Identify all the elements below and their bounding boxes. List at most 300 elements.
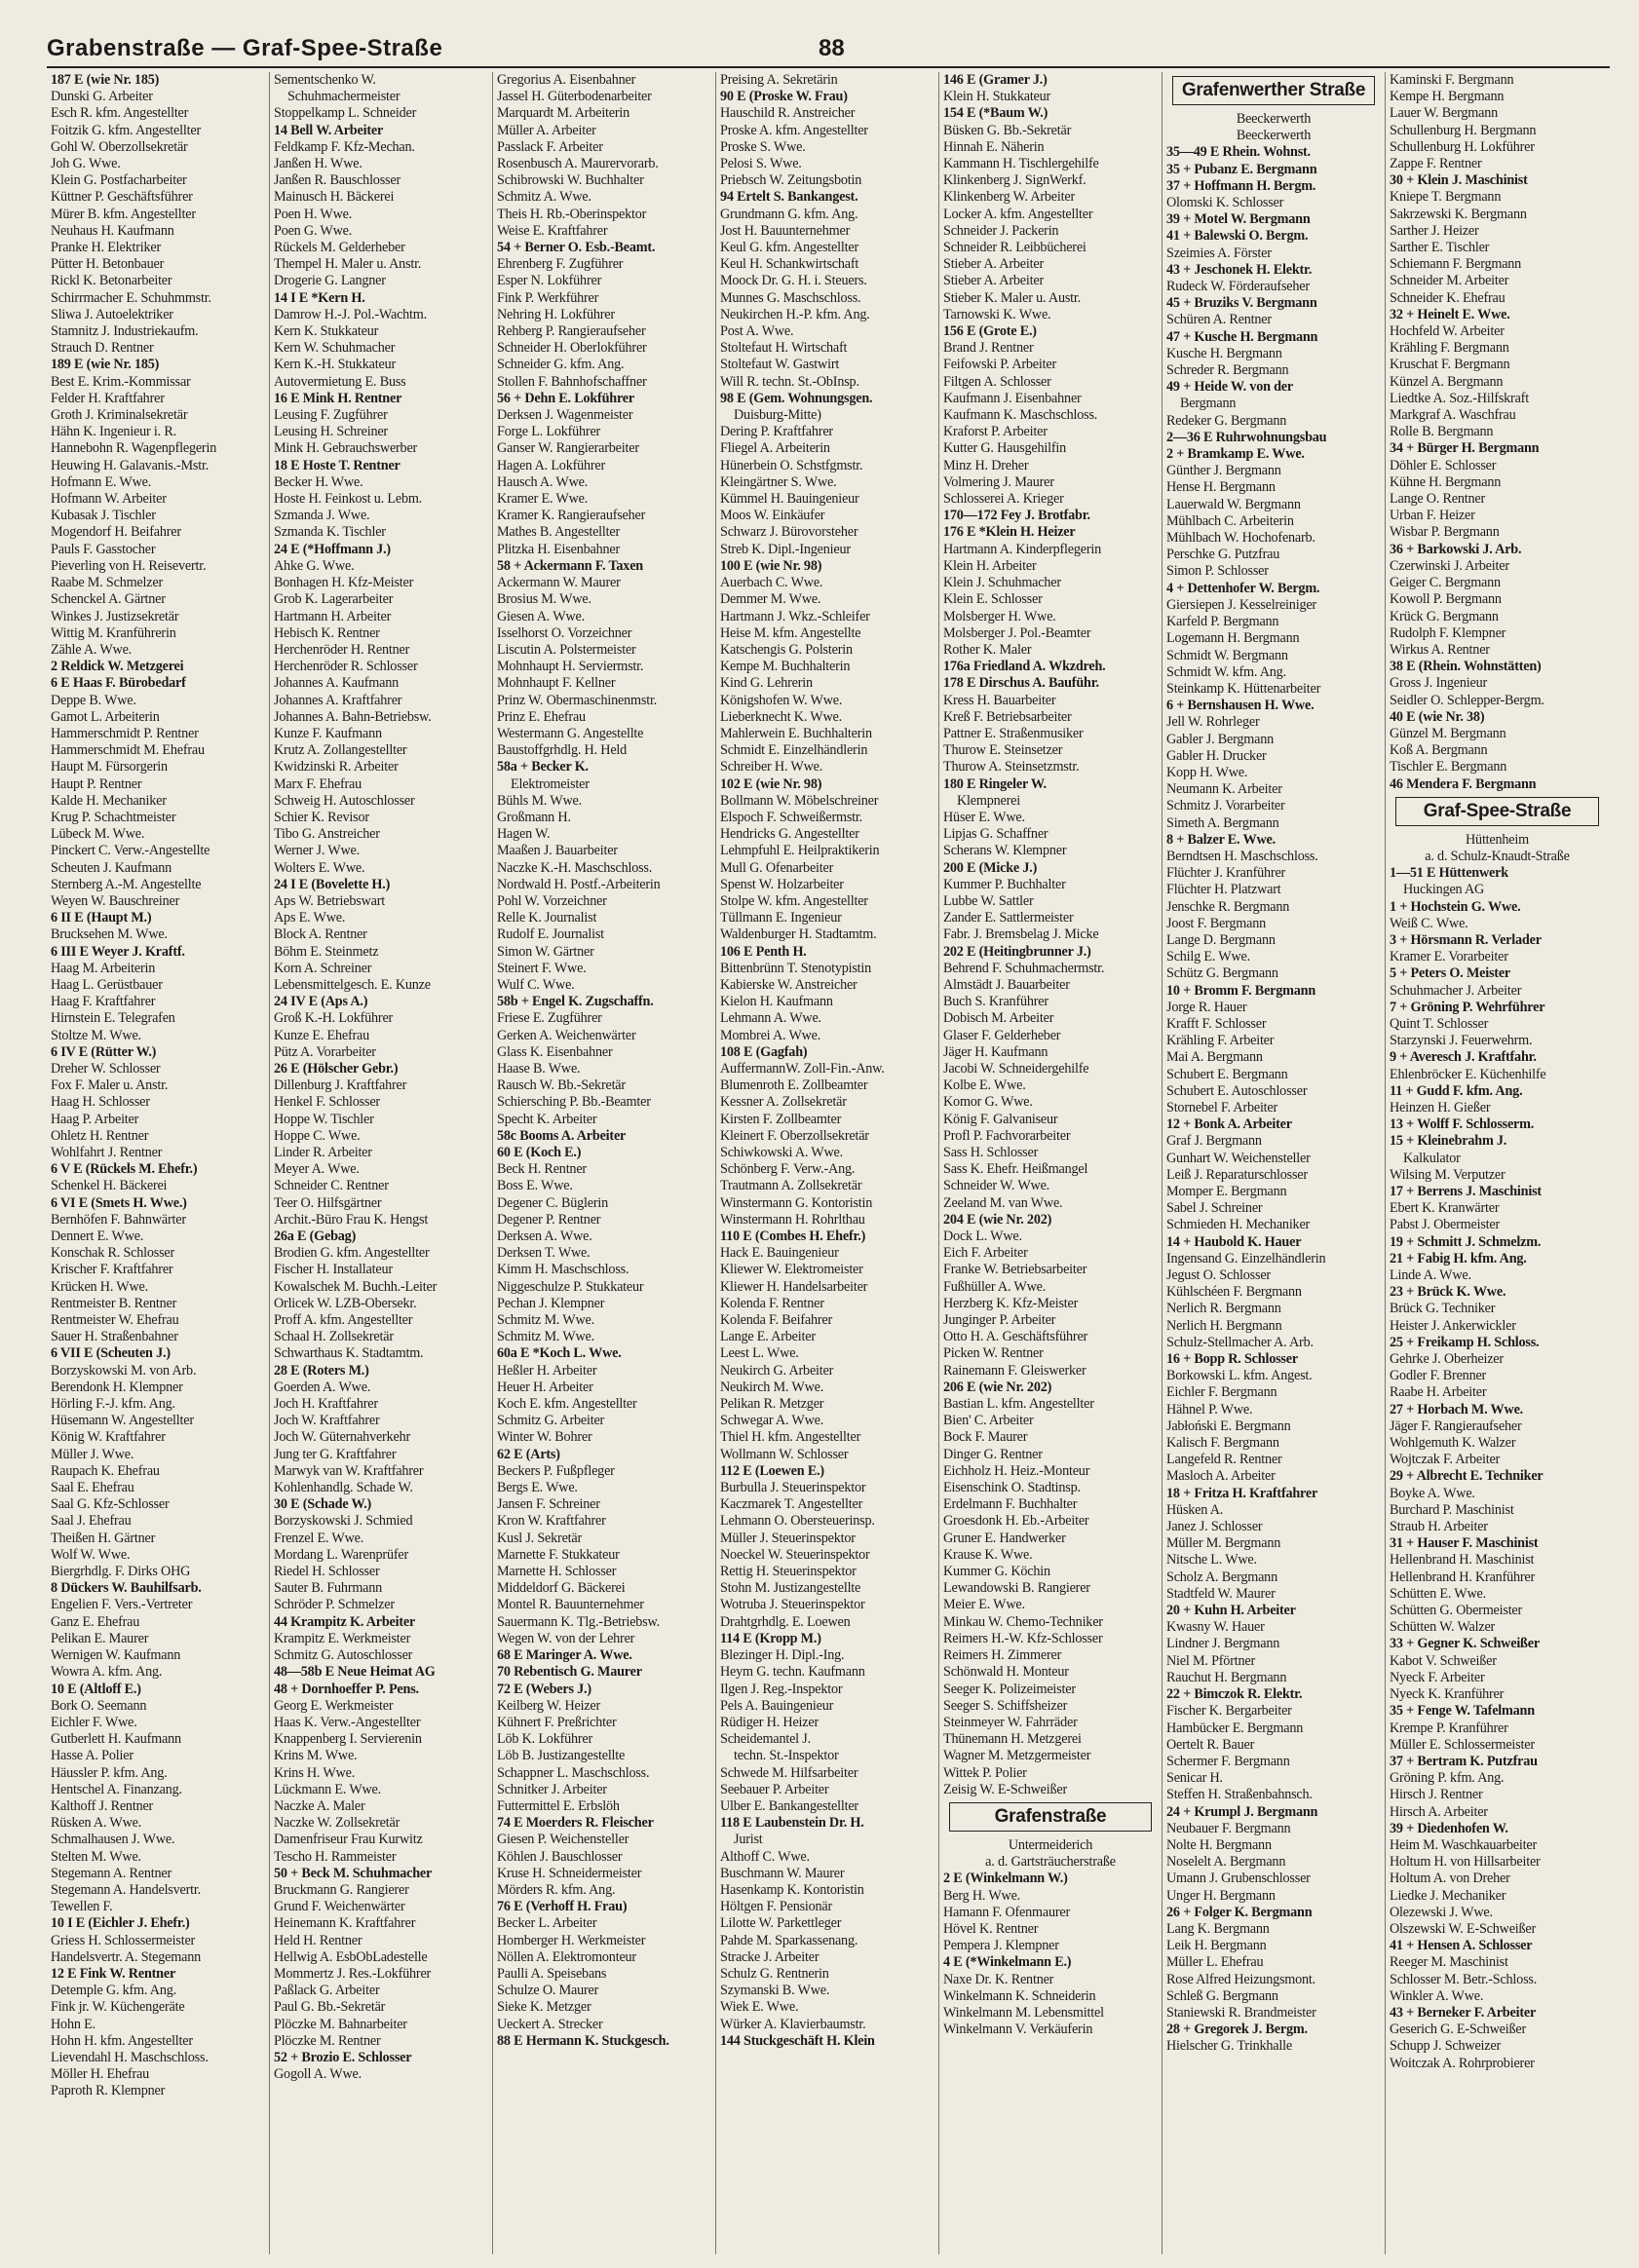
house-entry: 47 + Kusche H. Bergmann: [1166, 328, 1318, 345]
resident-entry: Rose Alfred Heizungsmont.: [1166, 1971, 1316, 1987]
resident-entry: Heim M. Waschkauarbeiter: [1390, 1836, 1537, 1853]
resident-entry: Sarther J. Heizer: [1390, 222, 1479, 239]
resident-entry: Herchenröder R. Schlosser: [274, 659, 418, 675]
resident-entry: Boyke A. Wwe.: [1390, 1485, 1475, 1501]
house-entry: 114 E (Kropp M.): [720, 1630, 821, 1646]
resident-entry: Marnette H. Schlosser: [497, 1564, 617, 1580]
directory-column: [1386, 72, 1609, 2254]
resident-entry: Graf J. Bergmann: [1166, 1133, 1262, 1150]
resident-entry: Gregorius A. Eisenbahner: [497, 72, 636, 88]
resident-entry: Kutter G. Hausgehilfin: [943, 440, 1067, 457]
resident-entry: Hellenbrand H. Maschinist: [1390, 1552, 1535, 1569]
resident-entry: Drahtgrhdlg. E. Loewen: [720, 1613, 851, 1630]
resident-entry: Gabler H. Drucker: [1166, 747, 1267, 764]
house-entry: 12 + Bonk A. Arbeiter: [1166, 1116, 1292, 1133]
resident-entry: Lehmann A. Wwe.: [720, 1010, 821, 1027]
resident-entry: Umann J. Grubenschlosser: [1166, 1871, 1311, 1887]
house-entry: 2 E (Winkelmann W.): [943, 1871, 1068, 1887]
resident-entry: Neukirch G. Arbeiter: [720, 1362, 834, 1379]
resident-entry: Gohl W. Oberzollsekretär: [51, 138, 188, 155]
resident-entry: Mai A. Bergmann: [1166, 1049, 1263, 1066]
resident-entry: Schreder R. Bergmann: [1166, 362, 1289, 379]
resident-entry: Krischer F. Kraftfahrer: [51, 1262, 173, 1278]
resident-entry: Pranke H. Elektriker: [51, 240, 162, 256]
resident-entry: Krähling F. Bergmann: [1390, 340, 1509, 357]
house-entry: 30 + Klein J. Maschinist: [1390, 172, 1528, 189]
house-entry: 43 + Berneker F. Arbeiter: [1390, 2004, 1537, 2021]
resident-entry: Gabler J. Bergmann: [1166, 731, 1275, 747]
resident-entry: Keul H. Schankwirtschaft: [720, 256, 859, 273]
resident-entry: Janez J. Schlosser: [1166, 1519, 1263, 1535]
resident-entry: Plöczke M. Rentner: [274, 2032, 381, 2049]
resident-entry: Meyer A. Wwe.: [274, 1161, 360, 1178]
house-entry: 35—49 E Rhein. Wohnst.: [1166, 144, 1311, 161]
resident-entry: Reeger M. Maschinist: [1390, 1954, 1508, 1971]
house-entry: 74 E Moerders R. Fleischer: [497, 1815, 654, 1832]
resident-entry: Jenschke R. Bergmann: [1166, 898, 1290, 915]
resident-entry: Pütter H. Betonbauer: [51, 256, 165, 273]
resident-entry: Olomski K. Schlosser: [1166, 195, 1284, 211]
resident-entry: Bock F. Maurer: [943, 1429, 1028, 1446]
resident-entry: Keul G. kfm. Angestellter: [720, 240, 858, 256]
resident-entry: Krins M. Wwe.: [274, 1748, 358, 1764]
resident-entry: Derksen J. Wagenmeister: [497, 407, 633, 424]
resident-entry: Schermer F. Bergmann: [1166, 1753, 1290, 1769]
resident-entry: Berendonk H. Klempner: [51, 1379, 183, 1395]
house-entry: 118 E Laubenstein Dr. H.: [720, 1815, 864, 1832]
resident-entry: Mogendorf H. Beifahrer: [51, 524, 181, 541]
house-entry: 146 E (Gramer J.): [943, 72, 1048, 88]
resident-entry: Kramer E. Vorarbeiter: [1390, 949, 1508, 965]
resident-entry: Pinckert C. Verw.-Angestellte: [51, 843, 210, 859]
house-entry: 38 E (Rhein. Wohnstätten): [1390, 659, 1542, 675]
house-entry: 28 + Gregorek J. Bergm.: [1166, 2022, 1308, 2038]
resident-entry: Kolbe E. Wwe.: [943, 1077, 1026, 1094]
resident-entry: Tibo G. Anstreicher: [274, 826, 380, 843]
resident-entry: Kalde H. Mechaniker: [51, 792, 167, 809]
resident-entry: Stelten M. Wwe.: [51, 1848, 141, 1865]
resident-entry: Schmitz M. Wwe.: [497, 1329, 594, 1345]
resident-entry: Kruse H. Schneidermeister: [497, 1865, 642, 1881]
resident-entry: Klein J. Schuhmacher: [943, 575, 1061, 591]
resident-entry: Kwasny W. Hauer: [1166, 1619, 1265, 1636]
resident-entry: Hirsch J. Rentner: [1390, 1787, 1483, 1803]
resident-entry: Saal G. Kfz-Schlosser: [51, 1496, 170, 1513]
resident-entry: Kowoll P. Bergmann: [1390, 591, 1502, 608]
house-entry: 58 + Ackermann F. Taxen: [497, 557, 643, 574]
resident-entry: Borkowski L. kfm. Angest.: [1166, 1368, 1313, 1384]
house-entry: 48—58b E Neue Heimat AG: [274, 1664, 436, 1681]
resident-entry: Schwede M. Hilfsarbeiter: [720, 1764, 858, 1781]
house-entry: 40 E (wie Nr. 38): [1390, 708, 1485, 725]
resident-entry: Johannes A. Kraftfahrer: [274, 692, 402, 708]
resident-entry: Pelikan R. Metzger: [720, 1396, 824, 1413]
resident-entry: Detemple G. kfm. Ang.: [51, 1983, 176, 1999]
resident-entry: Karfeld P. Bergmann: [1166, 614, 1279, 630]
resident-entry: Profl P. Fachvorarbeiter: [943, 1127, 1071, 1144]
resident-entry: Schubert E. Autoschlosser: [1166, 1082, 1308, 1099]
resident-entry: Plöczke M. Bahnarbeiter: [274, 2016, 407, 2032]
resident-entry: Strauch D. Rentner: [51, 340, 154, 357]
resident-entry: Tarnowski K. Wwe.: [943, 306, 1051, 322]
house-entry: 4 E (*Winkelmann E.): [943, 1954, 1072, 1971]
resident-entry: Fink P. Werkführer: [497, 289, 599, 306]
resident-entry: Reimers H.-W. Kfz-Schlosser: [943, 1630, 1103, 1646]
resident-entry: Szmanda J. Wwe.: [274, 508, 370, 524]
resident-entry: Lebensmittelgesch. E. Kunze: [274, 976, 431, 993]
resident-entry: Rausch W. Bb.-Sekretär: [497, 1077, 626, 1094]
resident-entry: Schlosserei A. Krieger: [943, 491, 1064, 508]
resident-entry: Schmitz G. Arbeiter: [497, 1413, 605, 1429]
resident-entry: Stollen F. Bahnhofschaffner: [497, 373, 647, 390]
resident-entry: Lehmpfuhl E. Heilpraktikerin: [720, 843, 880, 859]
resident-entry: Kalthoff J. Rentner: [51, 1797, 154, 1814]
house-entry: 41 + Hensen A. Schlosser: [1390, 1938, 1533, 1954]
resident-entry: Krause K. Wwe.: [943, 1546, 1033, 1563]
resident-entry: Müller M. Bergmann: [1166, 1535, 1281, 1552]
resident-entry: Großmann H.: [497, 809, 571, 825]
resident-entry: Duisburg-Mitte): [734, 407, 821, 424]
house-entry: 14 Bell W. Arbeiter: [274, 122, 384, 138]
resident-entry: Archit.-Büro Frau K. Hengst: [274, 1211, 429, 1228]
resident-entry: Nyeck K. Kranführer: [1390, 1686, 1505, 1703]
resident-entry: Buschmann W. Maurer: [720, 1865, 845, 1881]
resident-entry: Leiß J. Reparaturschlosser: [1166, 1166, 1308, 1183]
house-entry: 45 + Bruziks V. Bergmann: [1166, 295, 1317, 312]
resident-entry: Lange D. Bergmann: [1166, 931, 1276, 948]
resident-entry: Heise M. kfm. Angestellte: [720, 624, 861, 641]
street-heading: Grafenwerther Straße: [1172, 76, 1375, 105]
resident-entry: Hähnel P. Wwe.: [1166, 1401, 1253, 1418]
resident-entry: Ebert K. Kranwärter: [1390, 1200, 1500, 1217]
resident-entry: Rainemann F. Gleiswerker: [943, 1362, 1086, 1379]
resident-entry: Mühlbach C. Arbeiterin: [1166, 512, 1294, 529]
resident-entry: Schlosser M. Betr.-Schloss.: [1390, 1971, 1538, 1987]
district-label: a. d. Gartsträucherstraße: [985, 1854, 1116, 1871]
house-entry: 28 E (Roters M.): [274, 1362, 369, 1379]
house-entry: 17 + Berrens J. Maschinist: [1390, 1184, 1542, 1199]
resident-entry: Filtgen A. Schlosser: [943, 373, 1051, 390]
resident-entry: Hirnstein E. Telegrafen: [51, 1010, 175, 1027]
resident-entry: Haupt M. Fürsorgerin: [51, 759, 168, 775]
resident-entry: Hüsemann W. Angestellter: [51, 1413, 194, 1429]
resident-entry: Johannes A. Kaufmann: [274, 675, 399, 692]
resident-entry: Joch W. Kraftfahrer: [274, 1413, 380, 1429]
resident-entry: Gehrke J. Oberheizer: [1390, 1351, 1504, 1368]
resident-entry: Mainusch H. Bäckerei: [274, 189, 395, 206]
resident-entry: Hoste H. Feinkost u. Lebm.: [274, 491, 423, 508]
resident-entry: Hellenbrand H. Kranführer: [1390, 1569, 1536, 1585]
resident-entry: Simon P. Schlosser: [1166, 563, 1269, 580]
house-entry: 6 VII E (Scheuten J.): [51, 1345, 171, 1362]
resident-entry: Johannes A. Bahn-Betriebsw.: [274, 708, 432, 725]
resident-entry: Blumenroth E. Zollbeamter: [720, 1077, 868, 1094]
resident-entry: Nitsche L. Wwe.: [1166, 1552, 1257, 1569]
directory-column: [716, 72, 939, 2254]
resident-entry: Kümmel H. Bauingenieur: [720, 491, 859, 508]
resident-entry: Raabe H. Arbeiter: [1390, 1384, 1487, 1401]
resident-entry: Tescho H. Rammeister: [274, 1848, 397, 1865]
resident-entry: Kimm H. Maschschloss.: [497, 1262, 629, 1278]
resident-entry: Handelsvertr. A. Stegemann: [51, 1948, 201, 1965]
house-entry: 110 E (Combes H. Ehefr.): [720, 1228, 866, 1245]
resident-entry: Molsberger J. Pol.-Beamter: [943, 624, 1091, 641]
resident-entry: Georg E. Werkmeister: [274, 1697, 394, 1714]
resident-entry: Wegen W. von der Lehrer: [497, 1630, 635, 1646]
resident-entry: Schmitz M. Wwe.: [497, 1312, 594, 1329]
resident-entry: Schneider R. Leibbücherei: [943, 240, 1086, 256]
resident-entry: Pahde M. Sparkassenang.: [720, 1932, 858, 1948]
resident-entry: Katschengis G. Polsterin: [720, 641, 853, 658]
resident-entry: Würker A. Klavierbaumstr.: [720, 2016, 866, 2032]
resident-entry: Müller J. Steuerinspektor: [720, 1530, 856, 1546]
resident-entry: Krähling F. Arbeiter: [1166, 1033, 1275, 1049]
resident-entry: Moos W. Einkäufer: [720, 508, 825, 524]
house-entry: 56 + Dehn E. Lokführer: [497, 390, 634, 406]
resident-entry: Trautmann A. Zollsekretär: [720, 1178, 862, 1194]
house-entry: 106 E Penth H.: [720, 943, 807, 960]
resident-entry: Poen H. Wwe.: [274, 206, 353, 222]
directory-column: [47, 72, 270, 2254]
district-label: Untermeiderich: [1008, 1836, 1093, 1853]
resident-entry: Griess H. Schlossermeister: [51, 1932, 196, 1948]
resident-entry: Winstermann G. Kontoristin: [720, 1194, 873, 1211]
resident-entry: Krafft F. Schlosser: [1166, 1015, 1267, 1032]
resident-entry: Preising A. Sekretärin: [720, 72, 838, 88]
resident-entry: Aps E. Wwe.: [274, 910, 346, 926]
resident-entry: Mombrei A. Wwe.: [720, 1027, 821, 1043]
header-rule: [47, 66, 1610, 68]
resident-entry: Hüsken A.: [1166, 1501, 1224, 1518]
resident-entry: Becker L. Arbeiter: [497, 1915, 597, 1932]
resident-entry: Hense H. Bergmann: [1166, 479, 1276, 496]
resident-entry: Kern K.-H. Stukkateur: [274, 357, 397, 373]
house-entry: 1 + Hochstein G. Wwe.: [1390, 898, 1521, 915]
resident-entry: Weise E. Kraftfahrer: [497, 222, 608, 239]
resident-entry: Pohl W. Vorzeichner: [497, 892, 607, 909]
resident-entry: Starzynski J. Feuerwehrm.: [1390, 1033, 1533, 1049]
resident-entry: Winkelmann K. Schneiderin: [943, 1987, 1096, 2004]
resident-entry: Hartmann A. Kinderpflegerin: [943, 541, 1102, 557]
resident-entry: Sakrzewski K. Bergmann: [1390, 206, 1527, 222]
resident-entry: Nyeck F. Arbeiter: [1390, 1669, 1485, 1685]
house-entry: 43 + Jeschonek H. Elektr.: [1166, 261, 1313, 278]
resident-entry: Mull G. Ofenarbeiter: [720, 859, 834, 876]
resident-entry: Wittig M. Kranführerin: [51, 624, 176, 641]
resident-entry: Groesdonk H. Eb.-Arbeiter: [943, 1513, 1089, 1530]
resident-entry: Stegemann A. Rentner: [51, 1865, 172, 1881]
house-entry: 94 Ertelt S. Bankangest.: [720, 189, 858, 206]
resident-entry: Mommertz J. Res.-Lokführer: [274, 1965, 432, 1982]
resident-entry: Godler F. Brenner: [1390, 1368, 1487, 1384]
resident-entry: Klein E. Schlosser: [943, 591, 1043, 608]
resident-entry: Bittenbrünn T. Stenotypistin: [720, 960, 872, 976]
resident-entry: Raupach K. Ehefrau: [51, 1462, 160, 1479]
resident-entry: Haag F. Kraftfahrer: [51, 994, 156, 1010]
resident-entry: Elektromeister: [511, 775, 590, 792]
resident-entry: Wiek E. Wwe.: [720, 1999, 799, 2016]
resident-entry: Will R. techn. St.-ObInsp.: [720, 373, 859, 390]
resident-entry: Tüllmann E. Ingenieur: [720, 910, 842, 926]
house-entry: 16 + Bopp R. Schlosser: [1166, 1351, 1298, 1368]
resident-entry: Schilg E. Wwe.: [1166, 949, 1250, 965]
resident-entry: Hellwig A. EsbObLadestelle: [274, 1948, 428, 1965]
resident-entry: Hartmann H. Arbeiter: [274, 608, 392, 624]
resident-entry: Schleß G. Bergmann: [1166, 1987, 1278, 2004]
resident-entry: Ueckert A. Strecker: [497, 2016, 603, 2032]
resident-entry: Ganser W. Rangierarbeiter: [497, 440, 639, 457]
house-entry: 11 + Gudd F. kfm. Ang.: [1390, 1082, 1523, 1099]
resident-entry: Munnes G. Maschschloss.: [720, 289, 861, 306]
house-entry: 37 + Hoffmann H. Bergm.: [1166, 177, 1316, 194]
resident-entry: Streb K. Dipl.-Ingenieur: [720, 541, 851, 557]
resident-entry: Thurow E. Steinsetzer: [943, 742, 1063, 759]
resident-entry: Wagner M. Metzgermeister: [943, 1748, 1091, 1764]
resident-entry: Dreher W. Schlosser: [51, 1060, 161, 1077]
directory-column: [1163, 72, 1386, 2254]
resident-entry: Reimers H. Zimmerer: [943, 1647, 1062, 1664]
resident-entry: Bork O. Seemann: [51, 1697, 147, 1714]
resident-entry: Degener P. Rentner: [497, 1211, 601, 1228]
resident-entry: Janßen R. Bauschlosser: [274, 172, 400, 189]
resident-entry: Nordwald H. Postf.-Arbeiterin: [497, 876, 661, 892]
resident-entry: Hövel K. Rentner: [943, 1920, 1039, 1937]
resident-entry: Schmidt E. Einzelhändlerin: [720, 742, 868, 759]
resident-entry: Dillenburg J. Kraftfahrer: [274, 1077, 407, 1094]
resident-entry: Schüren A. Rentner: [1166, 312, 1272, 328]
resident-entry: Klein G. Postfacharbeiter: [51, 172, 187, 189]
resident-entry: Wowra A. kfm. Ang.: [51, 1664, 163, 1681]
resident-entry: Nöllen A. Elektromonteur: [497, 1948, 636, 1965]
resident-entry: Jäger F. Rangieraufseher: [1390, 1418, 1522, 1434]
resident-entry: Relle K. Journalist: [497, 910, 597, 926]
resident-entry: Montel R. Bauunternehmer: [497, 1597, 644, 1613]
resident-entry: Demmer M. Wwe.: [720, 591, 821, 608]
resident-entry: Müller A. Arbeiter: [497, 122, 596, 138]
resident-entry: Giesen A. Wwe.: [497, 608, 585, 624]
resident-entry: Winter W. Bohrer: [497, 1429, 592, 1446]
resident-entry: Rüsken A. Wwe.: [51, 1815, 142, 1832]
resident-entry: Eichler F. Bergmann: [1166, 1384, 1277, 1401]
resident-entry: Kühnert F. Preßrichter: [497, 1714, 617, 1730]
resident-entry: Knappenberg I. Servierenin: [274, 1731, 422, 1748]
house-entry: 90 E (Proske W. Frau): [720, 89, 848, 105]
resident-entry: Frenzel E. Wwe.: [274, 1530, 364, 1546]
resident-entry: Heuer H. Arbeiter: [497, 1379, 593, 1395]
house-entry: 44 Krampitz K. Arbeiter: [274, 1613, 416, 1630]
house-entry: 31 + Hauser F. Maschinist: [1390, 1535, 1539, 1552]
resident-entry: Derksen T. Wwe.: [497, 1245, 591, 1262]
resident-entry: Ehlenbröcker E. Küchenhilfe: [1390, 1066, 1546, 1082]
house-entry: 76 E (Verhoff H. Frau): [497, 1899, 628, 1915]
resident-entry: Sass H. Schlosser: [943, 1145, 1039, 1160]
resident-entry: Krug P. Schachtmeister: [51, 809, 176, 825]
resident-entry: Seebauer P. Arbeiter: [720, 1781, 829, 1797]
resident-entry: Proske S. Wwe.: [720, 138, 806, 155]
resident-entry: Forge L. Lokführer: [497, 424, 601, 440]
resident-entry: Schneider H. Oberlokführer: [497, 340, 647, 357]
resident-entry: Werner J. Wwe.: [274, 843, 360, 859]
resident-entry: Joost F. Bergmann: [1166, 915, 1267, 931]
resident-entry: Hochfeld W. Arbeiter: [1390, 323, 1505, 340]
resident-entry: Grundmann G. kfm. Ang.: [720, 206, 858, 222]
resident-entry: Haas K. Verw.-Angestellter: [274, 1714, 421, 1730]
resident-entry: Markgraf A. Waschfrau: [1390, 407, 1516, 424]
resident-entry: Keilberg W. Heizer: [497, 1697, 601, 1714]
resident-entry: Thurow A. Steinsetzmstr.: [943, 759, 1080, 775]
resident-entry: Eichholz H. Heiz.-Monteur: [943, 1462, 1090, 1479]
resident-entry: Rauchut H. Bergmann: [1166, 1669, 1287, 1685]
resident-entry: Schulz-Stellmacher A. Arb.: [1166, 1334, 1314, 1350]
house-entry: 13 + Wolff F. Schlosserm.: [1390, 1116, 1535, 1133]
resident-entry: Derksen A. Wwe.: [497, 1228, 592, 1245]
resident-entry: Behrend F. Schuhmachermstr.: [943, 960, 1105, 976]
resident-entry: Kempe M. Buchhalterin: [720, 659, 851, 675]
resident-entry: Liedke J. Mechaniker: [1390, 1887, 1506, 1904]
resident-entry: Schullenburg H. Lokführer: [1390, 138, 1535, 155]
house-entry: 23 + Brück K. Wwe.: [1390, 1284, 1506, 1301]
house-entry: 30 E (Schade W.): [274, 1496, 372, 1513]
resident-entry: Müller J. Wwe.: [51, 1446, 134, 1462]
resident-entry: Niggeschulze P. Stukkateur: [497, 1278, 644, 1295]
resident-entry: Rudolph F. Klempner: [1390, 624, 1506, 641]
resident-entry: Kowalschek M. Buchh.-Leiter: [274, 1278, 438, 1295]
resident-entry: Brück G. Techniker: [1390, 1301, 1496, 1317]
resident-entry: Günzel M. Bergmann: [1390, 725, 1506, 741]
resident-entry: Hagen A. Lokführer: [497, 457, 606, 473]
resident-entry: Szmanda K. Tischler: [274, 524, 386, 541]
resident-entry: Jegust O. Schlosser: [1166, 1267, 1271, 1284]
resident-entry: Joch W. Güternahverkehr: [274, 1429, 410, 1446]
house-entry: 39 + Diedenhofen W.: [1390, 1820, 1508, 1836]
resident-entry: Passlack F. Arbeiter: [497, 138, 603, 155]
resident-entry: Kohlenhandlg. Schade W.: [274, 1480, 413, 1496]
resident-entry: Kolenda F. Beifahrer: [720, 1312, 833, 1329]
resident-entry: Rehberg P. Rangieraufseher: [497, 323, 646, 340]
resident-entry: Kaczmarek T. Angestellter: [720, 1496, 863, 1513]
resident-entry: Hammerschmidt P. Rentner: [51, 725, 199, 741]
resident-entry: Jell W. Rohrleger: [1166, 714, 1260, 731]
resident-entry: Steffen H. Straßenbahnsch.: [1166, 1787, 1313, 1803]
resident-entry: Hambücker E. Bergmann: [1166, 1720, 1304, 1736]
resident-entry: Bollmann W. Möbelschreiner: [720, 792, 879, 809]
resident-entry: Picken W. Rentner: [943, 1345, 1044, 1362]
resident-entry: Fischer K. Bergarbeiter: [1166, 1703, 1292, 1720]
resident-entry: Schubert E. Bergmann: [1166, 1066, 1288, 1082]
house-entry: 88 E Hermann K. Stuckgesch.: [497, 2032, 669, 2049]
house-entry: 1—51 E Hüttenwerk: [1390, 865, 1508, 882]
resident-entry: Schwarz J. Bürovorsteher: [720, 524, 858, 541]
resident-entry: Korn A. Schreiner: [274, 960, 372, 976]
resident-entry: Neumann K. Arbeiter: [1166, 781, 1282, 798]
resident-entry: Stamnitz J. Industriekaufm.: [51, 323, 199, 340]
resident-entry: Locker A. kfm. Angestellter: [943, 206, 1093, 222]
resident-entry: Gogoll A. Wwe.: [274, 2066, 362, 2083]
house-entry: 14 + Haubold K. Hauer: [1166, 1233, 1302, 1250]
resident-entry: Kruschat F. Bergmann: [1390, 357, 1510, 373]
resident-entry: Friese E. Zugführer: [497, 1010, 602, 1027]
resident-entry: Kress H. Bauarbeiter: [943, 692, 1056, 708]
resident-entry: Schenckel A. Gärtner: [51, 591, 166, 608]
resident-entry: Fox F. Maler u. Anstr.: [51, 1077, 169, 1094]
resident-entry: Seeger K. Polizeimeister: [943, 1681, 1076, 1697]
resident-entry: Heinzen H. Gießer: [1390, 1099, 1491, 1115]
street-heading: Graf-Spee-Straße: [1395, 797, 1599, 826]
resident-entry: Thempel H. Maler u. Anstr.: [274, 256, 422, 273]
resident-entry: Lilotte W. Parkettleger: [720, 1915, 842, 1932]
resident-entry: Kleinert F. Oberzollsekretär: [720, 1127, 869, 1144]
resident-entry: König W. Kraftfahrer: [51, 1429, 166, 1446]
